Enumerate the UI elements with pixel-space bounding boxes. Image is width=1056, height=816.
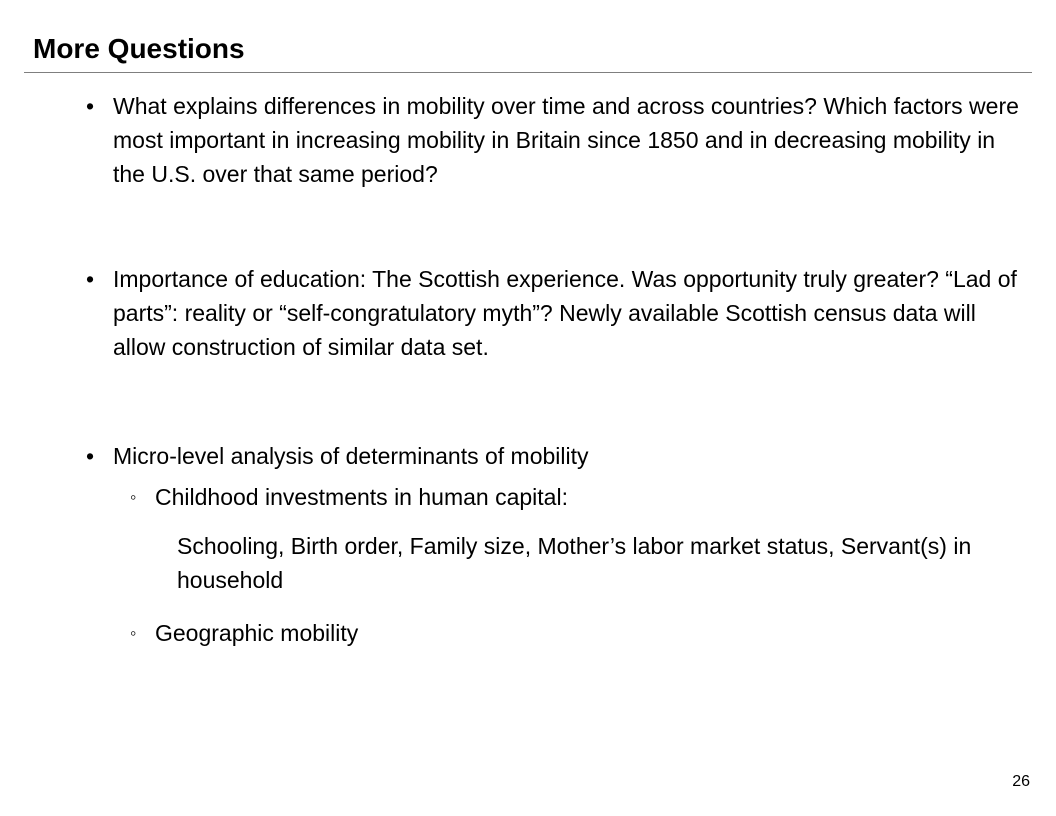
bullet-text: Micro-level analysis of determinants of mobility [113, 443, 589, 469]
bullet-icon: • [86, 93, 95, 119]
slide-title: More Questions [33, 33, 245, 64]
sub-item-childhood-investments [130, 480, 1035, 514]
sub-bullet-icon: ◦ [130, 487, 137, 507]
bullet-item-mobility-differences [86, 89, 1033, 191]
sub-item-text: Geographic mobility [155, 620, 359, 646]
bullet-icon: • [86, 266, 95, 292]
bullet-text: What explains differences in mobility over time and across countries? Which factors were most important in increasing mobility in Britain since 1850 and in decreasing mobility in the U.S. over that same period? [113, 93, 1019, 187]
sub-bullet-icon: ◦ [130, 623, 137, 643]
bullet-text: Importance of education: The Scottish experience. Was opportunity truly greater? “Lad of parts”: reality or “self-congratulatory myth”? Newly available Scottish census data will allow construction of similar data set. [113, 266, 1017, 360]
sub-item-detail-list: Schooling, Birth order, Family size, Mother’s labor market status, Servant(s) in household [177, 533, 972, 593]
sub-item-geographic-mobility [130, 616, 1035, 650]
title-divider [24, 72, 1032, 73]
bullet-item-scottish-education [86, 262, 1033, 364]
sub-item-text: Childhood investments in human capital: [155, 484, 568, 510]
page-number: 26 [1012, 773, 1030, 790]
bullet-icon: • [86, 443, 95, 469]
bullet-item-micro-level-analysis [86, 439, 1033, 473]
